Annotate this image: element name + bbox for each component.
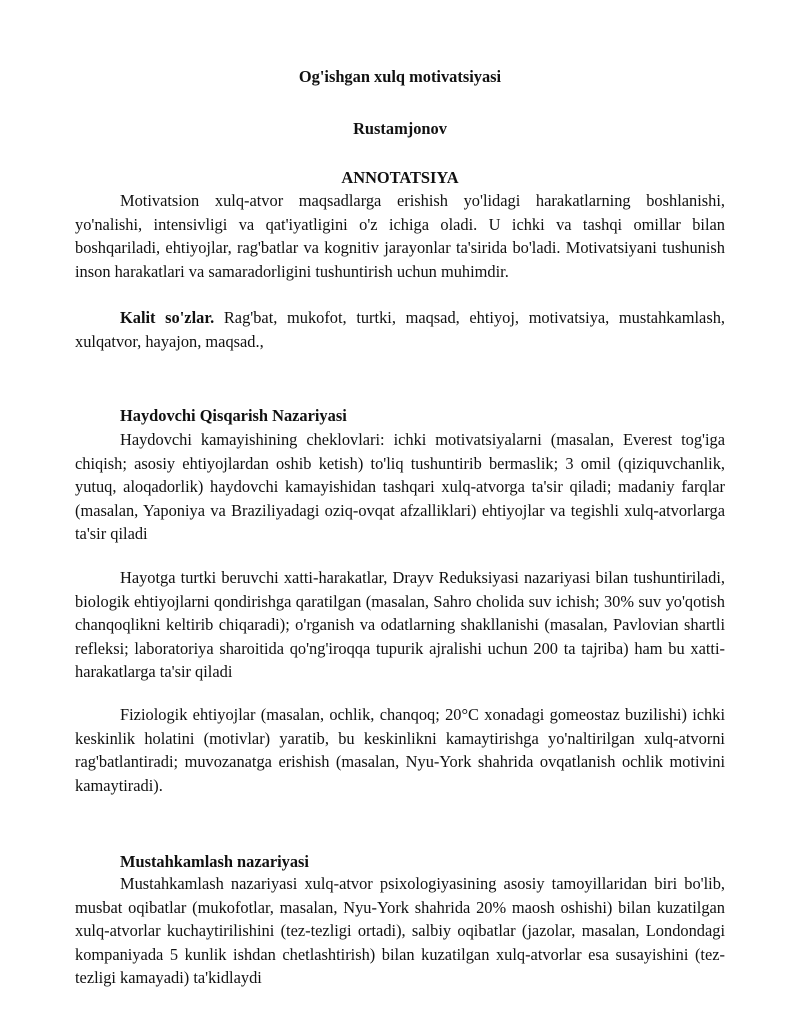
section1-paragraph-3: Fiziologik ehtiyojlar (masalan, ochlik, chanqoq; 20°C xonadagi gomeostaz buzilishi) ichki keskinlik holatini (motivlar) yaratib, bu keskinlikni kamaytirishga yo'naltirilgan xulq-atvorni rag'batlantiradi; muvozanatga erishish (masalan, Nyu-York shahrida ovqatlanish ochlik motivini kamaytiradi). (75, 705, 725, 795)
annotation-paragraph: Motivatsion xulq-atvor maqsadlarga erishish yo'lidagi harakatlarning boshlanishi, yo'nalishi, intensivligi va qat'iyatligini o'z ichiga oladi. U ichki va tashqi omillar bilan boshqariladi, ehtiyojlar, rag'batlar va kognitiv jarayonlar ta'sirida bo'ladi. Motivatsiyani tushunish inson harakatlari va samaradorligini tushuntirish uchun muhimdir. (75, 191, 725, 281)
section-heading-reinforcement: Mustahkamlash nazariyasi (120, 852, 309, 871)
document-title: Og'ishgan xulq motivatsiyasi (298, 67, 502, 86)
section2-paragraph: Mustahkamlash nazariyasi xulq-atvor psixologiyasining asosiy tamoyillaridan biri bo'lib, musbat oqibatlar (mukofotlar, masalan, Nyu-York shahrida 20% maosh oshishi) bilan kuzatilgan xulq-atvorlar kuchaytirilishini (tez-tezligi ortadi), salbiy oqibatlar (jazolar, masalan, Londondagi kompaniyada 5 kunlik ishdan chetlashtirish) bilan kuzatilgan xulq-atvorlar esa susayishini (tez-tezligi kamayadi) ta'kidlaydi (75, 874, 725, 987)
annotation-heading: ANNOTATSIYA (341, 168, 459, 187)
section1-paragraph-1: Haydovchi kamayishining cheklovlari: ichki motivatsiyalarni (masalan, Everest tog'iga chiqish; asosiy ehtiyojlardan oshib ketish) to'liq tushuntirib bermaslik; 3 omil (qiziquvchanlik, yutuq, aloqadorlik) haydovchi kamayishidan tashqari xulq-atvorga ta'sir qiladi; madaniy farqlar (masalan, Yaponiya va Braziliyadagi oziq-ovqat afzalliklari) ehtiyojlar va tegishli xulq-atvorlarga ta'sir qiladi (75, 430, 725, 543)
section-heading-drive-reduction: Haydovchi Qisqarish Nazariyasi (120, 406, 347, 425)
section1-paragraph-2: Hayotga turtki beruvchi xatti-harakatlar, Drayv Reduksiyasi nazariyasi bilan tushuntiriladi, biologik ehtiyojlarni qondirishga qaratilgan (masalan, Sahro cholida suv ichish; 30% suv yo'qotish chanqoqlikni keltirib chiqaradi); o'rganish va odatlarning shakllanishi (masalan, Pavlovian shartli refleksi; laboratoriya sharoitida qo'ng'iroqqa tupurik ajralishi uchun 200 ta tajriba) ham bu xatti-harakatlarga ta'sir qiladi (75, 568, 725, 681)
keywords-paragraph (75, 306, 725, 353)
keywords-text: Rag'bat, mukofot, turtki, maqsad, ehtiyoj, motivatsiya, mustahkamlash, xulqatvor, hayajon, maqsad., (75, 308, 725, 351)
keywords-label: Kalit so'zlar. (120, 308, 215, 327)
author-name: Rustamjonov (353, 119, 447, 138)
